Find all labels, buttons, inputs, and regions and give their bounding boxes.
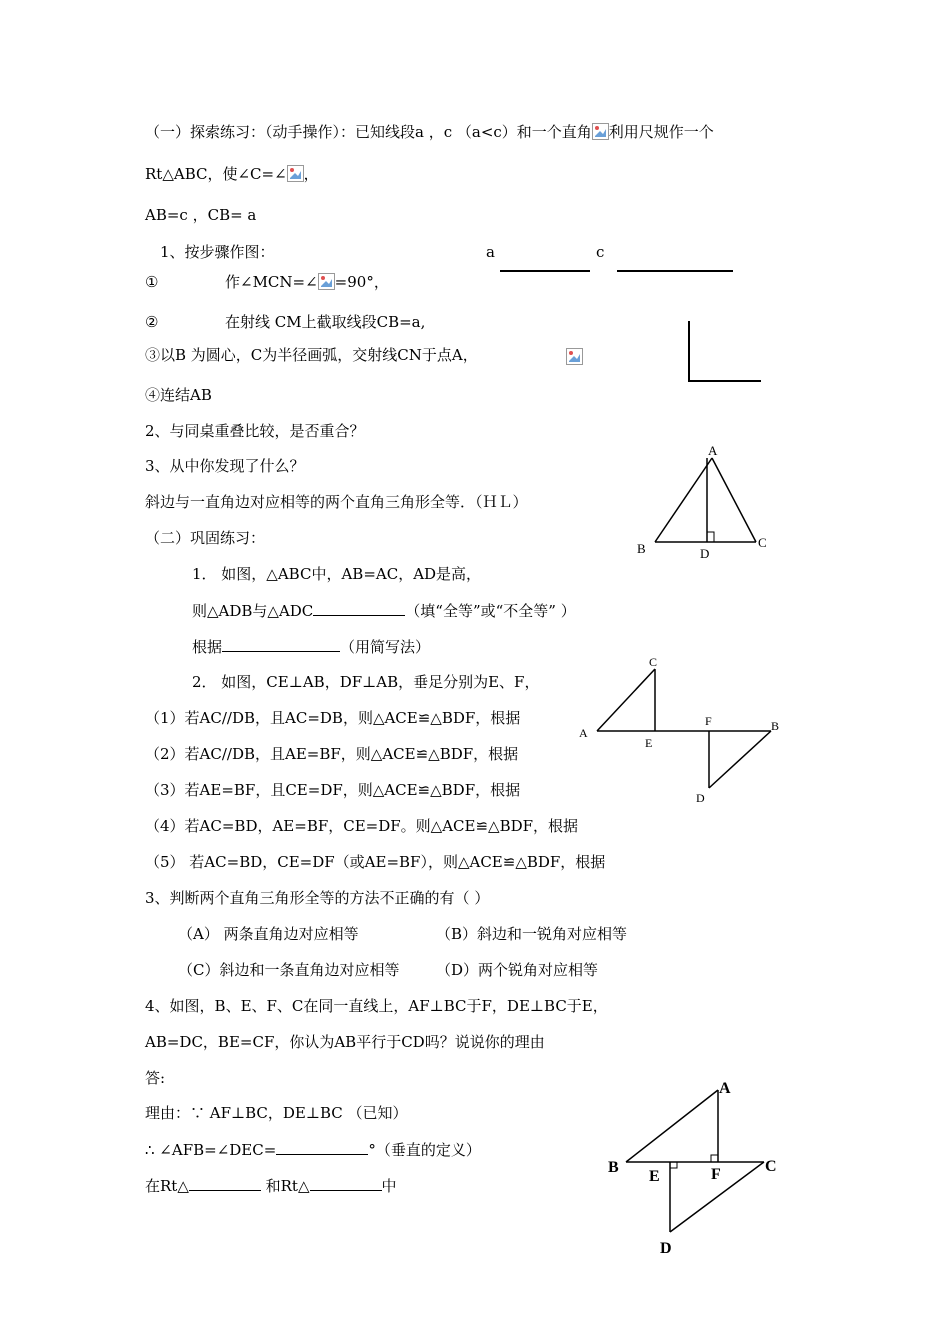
exercise-1-question-part1: 则△ADB与△ADC <box>192 602 314 620</box>
step-1 <box>225 272 389 292</box>
broken-image-icon <box>318 273 335 290</box>
reason-line-2-part1: ∴ ∠AFB=∠DEC= <box>145 1141 277 1159</box>
answer-blank[interactable] <box>313 600 405 616</box>
reason-line-1: 理由：∵ AF⊥BC，DE⊥BC （已知） <box>145 1104 408 1122</box>
step-2-number: ② <box>145 313 159 331</box>
exercise-1: 1． 如图，△ABC中，AB=AC，AD是高， <box>192 565 482 583</box>
broken-image-icon <box>592 123 609 140</box>
point-d-label: D <box>660 1240 672 1257</box>
section-2-heading: （二）巩固练习： <box>145 529 266 547</box>
exercise-1-question-part2: （填“全等”或“不全等” ） <box>405 602 576 620</box>
answer-blank[interactable] <box>222 636 340 652</box>
hl-theorem: 斜边与一直角边对应相等的两个直角三角形全等．（ＨＬ） <box>145 493 528 511</box>
point-a-label: A <box>708 443 718 458</box>
segment-a-label: a <box>486 243 495 261</box>
point-b-label: B <box>608 1159 619 1176</box>
reason-line-2-part2: °（垂直的定义） <box>368 1141 481 1159</box>
reason-line-3-part1: 在Rt△ <box>145 1177 189 1195</box>
point-b-label: B <box>771 719 780 733</box>
answer-blank[interactable] <box>276 1139 368 1155</box>
point-f-label: F <box>711 1166 721 1183</box>
triangle-abc-figure <box>630 438 780 564</box>
case-4: （4）若AC=BD，AE=BF，CE=DF。则△ACE≌△BDF，根据 <box>145 817 579 835</box>
case-3: （3）若AE=BF，且CE=DF，则△ACE≌△BDF，根据 <box>145 781 521 799</box>
intro-line-3: AB=c ，CB= a <box>145 206 257 224</box>
point-b-label: B <box>637 541 646 556</box>
step-heading: 1、按步骤作图： <box>160 243 275 261</box>
answer-label: 答: <box>145 1069 166 1087</box>
step-1-part1: 作∠MCN=∠ <box>225 273 318 291</box>
point-a-label: A <box>579 726 588 740</box>
intro-line-2-part2: ， <box>303 165 319 183</box>
question-4-continued: AB=DC，BE=CF，你认为AB平行于CD吗？说说你的理由 <box>145 1033 545 1051</box>
point-d-label: D <box>700 546 710 561</box>
step-1-number: ① <box>145 273 159 291</box>
point-e-label: E <box>645 736 653 750</box>
reason-line-2 <box>145 1139 481 1160</box>
question-3-choice: 3、判断两个直角三角形全等的方法不正确的有（ ） <box>145 889 490 907</box>
case-1: （1）若AC//DB，且AC=DB，则△ACE≌△BDF，根据 <box>145 709 521 727</box>
case-2: （2）若AC//DB，且AE=BF，则△ACE≌△BDF，根据 <box>145 745 519 763</box>
point-c-label: C <box>765 1158 777 1175</box>
option-a: （A） 两条直角边对应相等 <box>178 925 359 943</box>
point-e-label: E <box>649 1168 660 1185</box>
question-4: 4、如图，B、E、F、C在同一直线上，AF⊥BC于F，DE⊥BC于E， <box>145 997 608 1015</box>
exercise-2: 2． 如图，CE⊥AB，DF⊥AB，垂足分别为E、F， <box>192 673 540 691</box>
step-1-part2: =90°， <box>334 273 389 291</box>
broken-image-icon <box>287 165 304 182</box>
question-2: 2、与同桌重叠比较，是否重合？ <box>145 422 365 440</box>
step-2: 在射线 CM上截取线段CB=a, <box>225 313 426 331</box>
right-angle-vertical-ray <box>688 321 690 382</box>
segment-c <box>617 270 733 272</box>
point-c-label: C <box>649 655 658 669</box>
intro-line-2 <box>145 164 319 184</box>
exercise-1-question <box>192 600 576 621</box>
intro-line-2-part1: Rt△ABC，使∠C=∠ <box>145 165 287 183</box>
answer-blank[interactable] <box>189 1175 261 1191</box>
reason-line-3 <box>145 1175 397 1196</box>
right-angle-horizontal-ray <box>688 380 761 382</box>
exercise-1-reason-label: 根据 <box>192 638 223 656</box>
segment-c-label: c <box>596 243 605 261</box>
intro-line-1 <box>145 122 714 142</box>
exercise-1-reason-hint: （用简写法） <box>340 638 431 656</box>
broken-image-icon <box>566 348 583 369</box>
segment-a <box>500 270 590 272</box>
reason-line-3-part3: 中 <box>381 1177 397 1195</box>
answer-blank[interactable] <box>310 1175 382 1191</box>
question-3: 3、从中你发现了什么？ <box>145 457 305 475</box>
intro-text-part2: 利用尺规作一个 <box>608 123 714 141</box>
point-f-label: F <box>705 714 712 728</box>
ce-df-perpendicular-figure <box>575 652 785 812</box>
point-d-label: D <box>696 791 705 805</box>
step-4: ④连结AB <box>145 386 212 404</box>
case-5: （5） 若AC=BD，CE=DF（或AE=BF），则△ACE≌△BDF，根据 <box>145 853 606 871</box>
point-c-label: C <box>758 535 767 550</box>
reason-line-3-part2: 和Rt△ <box>265 1177 310 1195</box>
option-b: （B）斜边和一锐角对应相等 <box>436 925 628 943</box>
exercise-1-reason <box>192 636 430 657</box>
intro-text-part1: （一）探索练习：（动手操作）：已知线段a ，c （a<c）和一个直角 <box>145 123 592 141</box>
parallel-proof-figure <box>600 1070 790 1260</box>
option-c: （C）斜边和一条直角边对应相等 <box>178 961 400 979</box>
point-a-label: A <box>719 1080 731 1097</box>
step-3: ③以B 为圆心，C为半径画弧，交射线CN于点A， <box>145 346 478 364</box>
option-d: （D）两个锐角对应相等 <box>436 961 599 979</box>
